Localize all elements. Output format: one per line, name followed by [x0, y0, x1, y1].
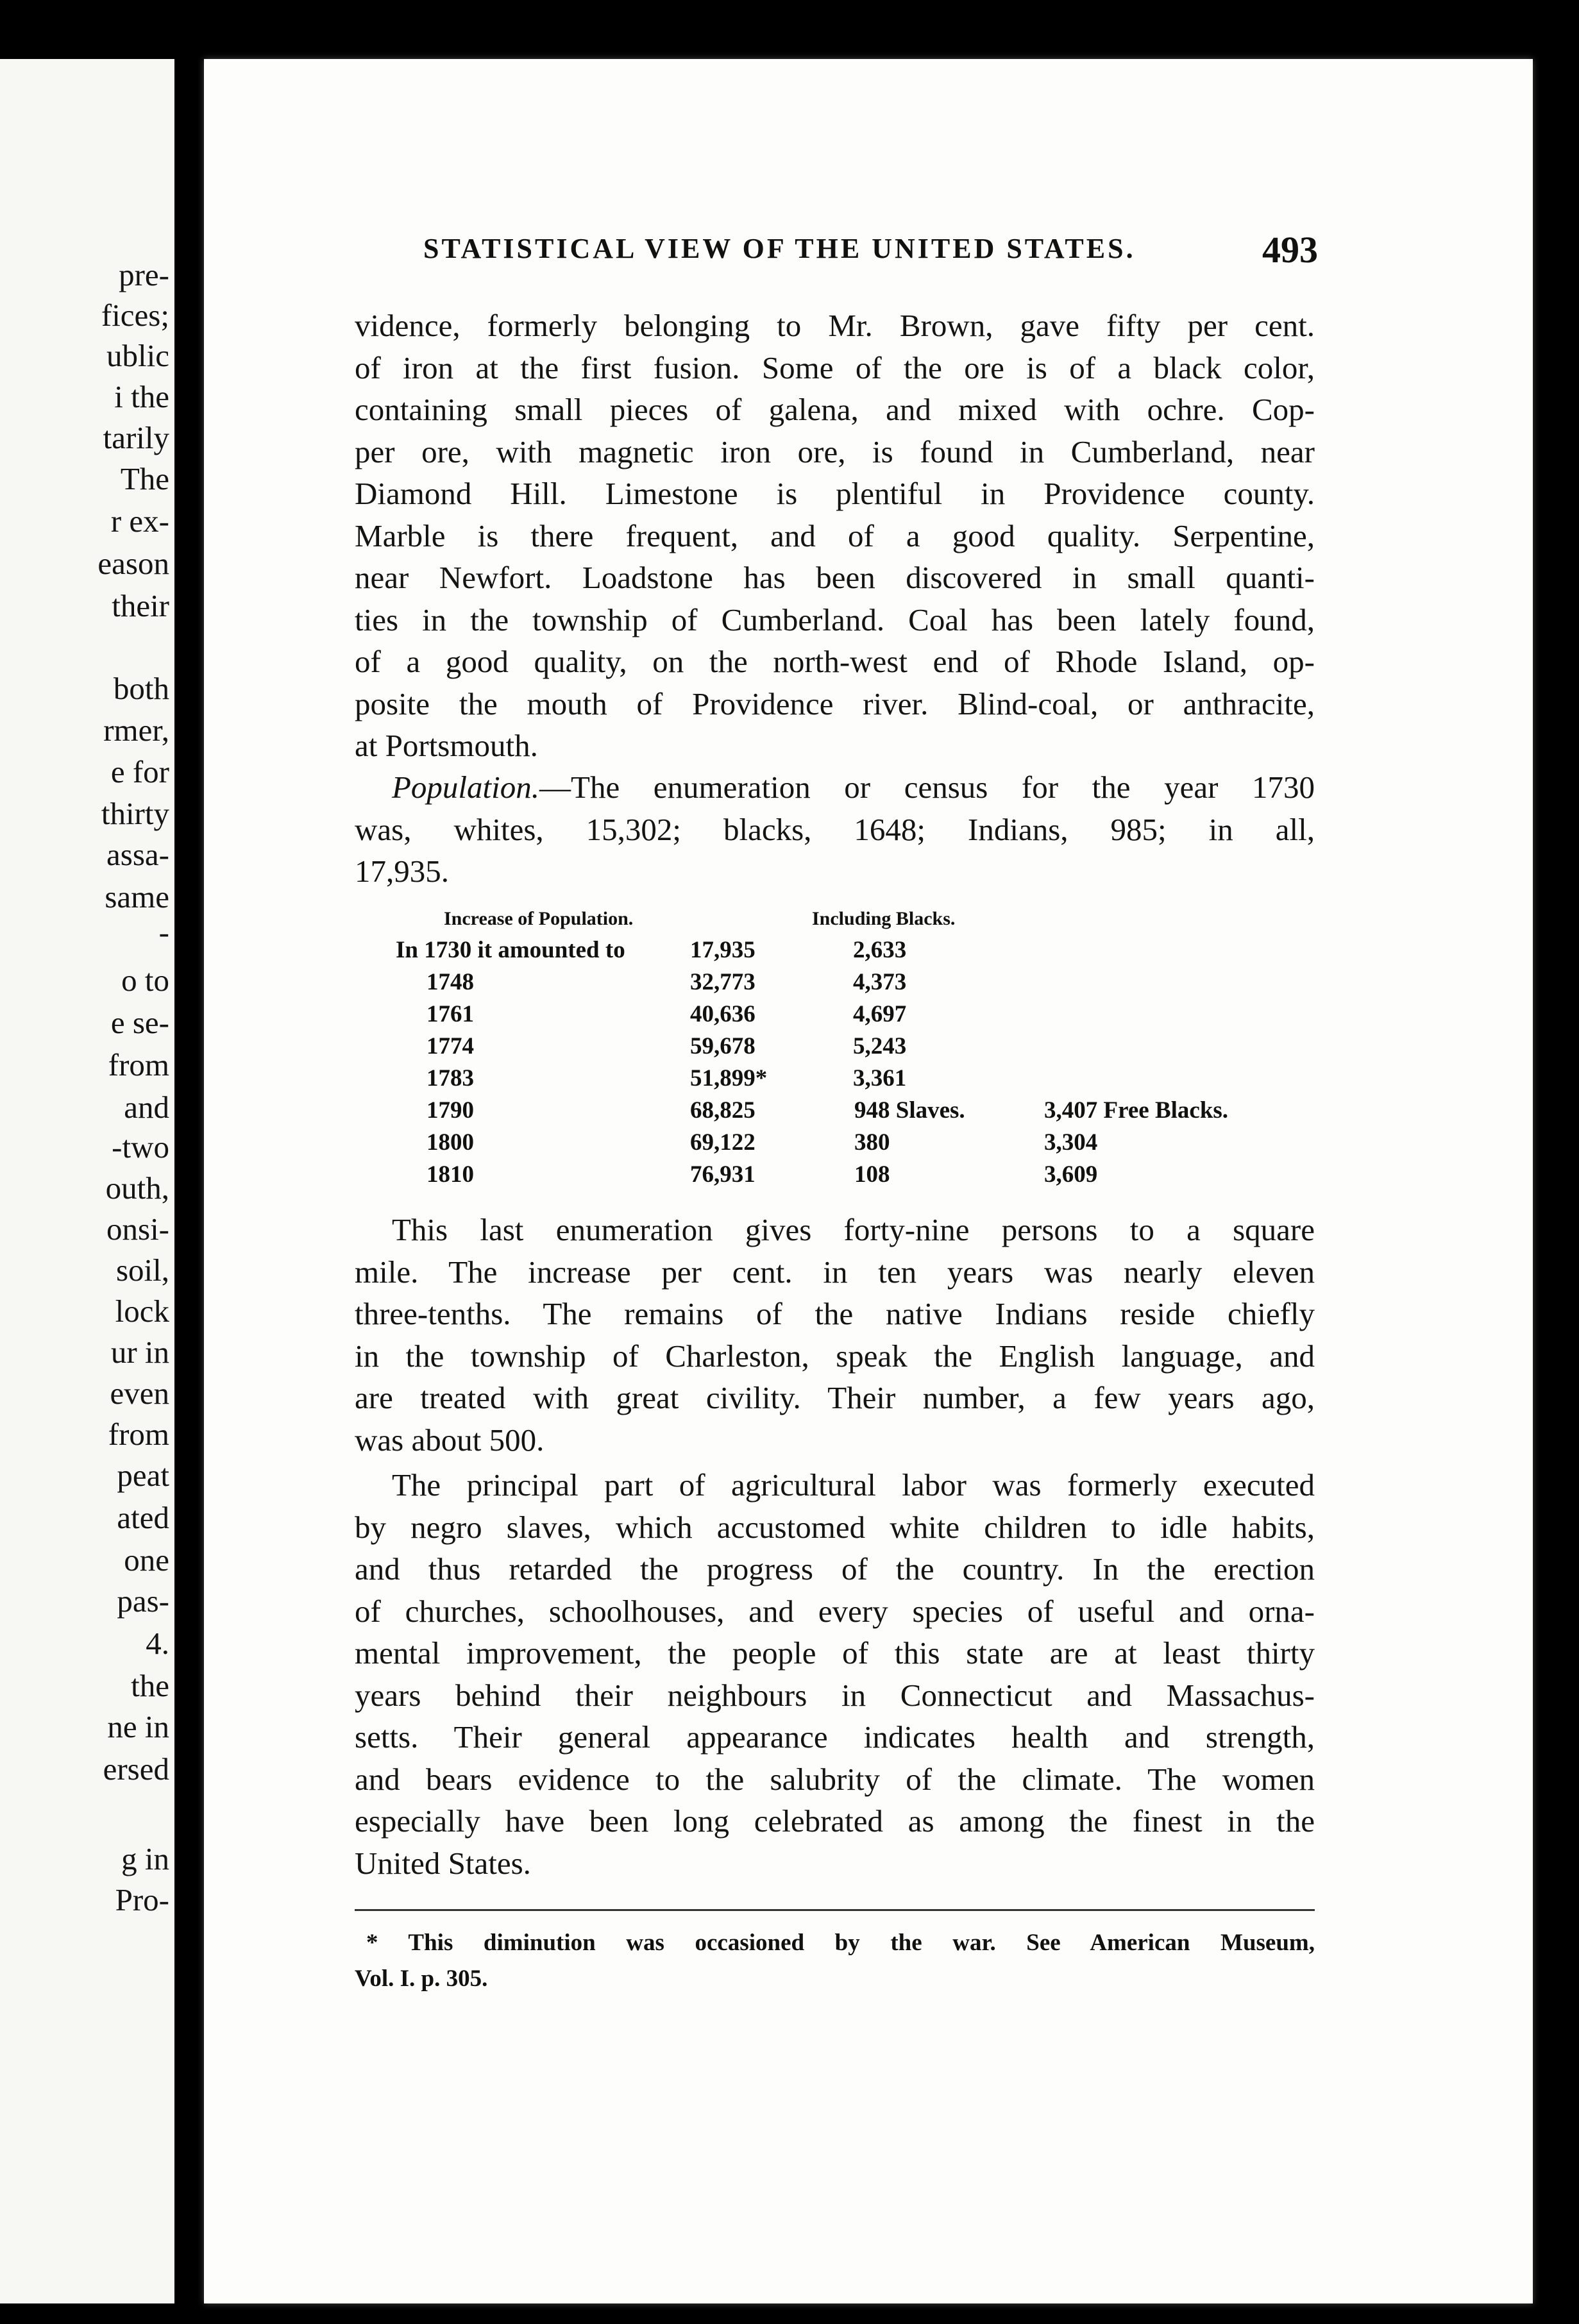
- table-header-increase: Increase of Population.: [444, 908, 634, 929]
- text-line: ties in the township of Cumberland. Coal has been lately found,: [355, 602, 1315, 637]
- left-page-fragment: r ex-: [110, 503, 169, 539]
- table-cell-year: 1748: [426, 969, 474, 995]
- table-cell-year: 1810: [426, 1161, 474, 1188]
- text-line: vidence, formerly belonging to Mr. Brown, gave fifty per cent.: [355, 308, 1315, 343]
- left-page: [0, 59, 174, 2303]
- text-line: was about 500.: [355, 1422, 545, 1458]
- table-cell-total: 68,825: [690, 1097, 756, 1124]
- left-page-fragment: ne in: [107, 1709, 169, 1744]
- left-page-fragment: outh,: [105, 1170, 169, 1206]
- left-page-fragment: 4.: [146, 1626, 169, 1661]
- left-page-fragment: ublic: [106, 338, 169, 373]
- table-cell-year: 1790: [426, 1097, 474, 1124]
- left-page-fragment: pre-: [119, 257, 169, 292]
- left-page-fragment: same: [105, 879, 169, 914]
- left-page-fragment: rmer,: [103, 712, 169, 748]
- left-page-fragment: peat: [117, 1458, 169, 1493]
- table-cell-free: 3,609: [1044, 1161, 1098, 1188]
- table-cell-blacks: 2,633: [853, 937, 907, 963]
- table-cell-slaves: 948 Slaves.: [854, 1097, 965, 1124]
- table-cell-year: 1774: [426, 1033, 474, 1059]
- table-header-blacks: Including Blacks.: [812, 908, 956, 929]
- left-page-fragment: thirty: [101, 796, 169, 831]
- table-cell-blacks: 3,361: [853, 1065, 907, 1091]
- table-cell-year: 1783: [426, 1065, 474, 1091]
- left-page-fragment: tarily: [103, 420, 169, 455]
- text-line: setts. Their general appearance indicates health and strength,: [355, 1719, 1315, 1755]
- footnote-line: Vol. I. p. 305.: [355, 1966, 488, 1992]
- text-line: years behind their neighbours in Connecticut and Massachus-: [355, 1677, 1315, 1713]
- left-page-fragment: g in: [121, 1841, 169, 1876]
- text-line: posite the mouth of Providence river. Blind-coal, or anthracite,: [355, 686, 1315, 721]
- footnote-line: * This diminution was occasioned by the war. See American Museum,: [366, 1930, 1315, 1956]
- text-line: The principal part of agricultural labor was formerly executed: [392, 1467, 1315, 1503]
- text-line: containing small pieces of galena, and mixed with ochre. Cop-: [355, 392, 1315, 427]
- left-page-fragment: e se-: [110, 1005, 169, 1040]
- left-page-fragment: ated: [117, 1500, 169, 1535]
- text-line: of iron at the first fusion. Some of the ore is of a black color,: [355, 349, 1315, 385]
- left-page-fragment: lock: [115, 1293, 169, 1329]
- left-page-fragment: pas-: [117, 1583, 169, 1619]
- left-page-fragment: from: [108, 1417, 169, 1452]
- left-page-fragment: o to: [121, 963, 169, 998]
- paragraph-population: [355, 766, 1315, 893]
- table-cell-year: 1800: [426, 1129, 474, 1156]
- left-page-fragment: i the: [114, 379, 169, 414]
- text-line: United States.: [355, 1845, 531, 1881]
- left-page-fragment: eason: [97, 546, 169, 581]
- table-cell-free: 3,304: [1044, 1129, 1098, 1156]
- table-cell-blacks: 4,373: [853, 969, 907, 995]
- text-line: Diamond Hill. Limestone is plentiful in Providence county.: [355, 476, 1315, 511]
- text-line: Marble is there frequent, and of a good quality. Serpentine,: [355, 518, 1315, 553]
- text-line: at Portsmouth.: [355, 728, 538, 763]
- left-page-fragment: soil,: [115, 1252, 169, 1288]
- table-cell-free: 3,407 Free Blacks.: [1044, 1097, 1229, 1124]
- table-cell-slaves: 108: [854, 1161, 890, 1188]
- left-page-fragment: -: [158, 914, 169, 950]
- page-number: 493: [1262, 229, 1318, 271]
- left-page-fragment: from: [108, 1047, 169, 1082]
- table-cell-total: 51,899*: [690, 1065, 768, 1091]
- left-page-fragment: their: [112, 588, 169, 623]
- left-page-fragment: fices;: [101, 298, 169, 333]
- text-line: three-tenths. The remains of the native Indians reside chiefly: [355, 1296, 1315, 1331]
- population-line: Population.—The enumeration or census for the year 1730: [392, 770, 1315, 805]
- left-page-fragment: one: [124, 1542, 169, 1578]
- text-line: and thus retarded the progress of the country. In the erection: [355, 1551, 1315, 1587]
- left-page-fragment: onsi-: [106, 1211, 169, 1247]
- text-line: are treated with great civility. Their number, a few years ago,: [355, 1380, 1315, 1415]
- footnote-rule: [355, 1909, 1315, 1911]
- text-line: and bears evidence to the salubrity of the climate. The women: [355, 1761, 1315, 1797]
- table-cell-total: 69,122: [690, 1129, 756, 1156]
- left-page-fragment: ur in: [110, 1335, 169, 1370]
- left-page-fragment: ersed: [103, 1751, 169, 1787]
- left-page-fragment: The: [120, 461, 169, 496]
- table-cell-blacks: 4,697: [853, 1001, 907, 1027]
- text-line: in the township of Charleston, speak the English language, and: [355, 1338, 1315, 1374]
- running-title: STATISTICAL VIEW OF THE UNITED STATES.: [423, 233, 1136, 264]
- table-cell-total: 32,773: [690, 969, 756, 995]
- left-page-fragment: both: [113, 671, 169, 706]
- text-line: especially have been long celebrated as among the finest in the: [355, 1803, 1315, 1839]
- table-cell-total: 59,678: [690, 1033, 756, 1059]
- table-cell-year: 1761: [426, 1001, 474, 1027]
- left-page-fragment: Pro-: [115, 1882, 169, 1917]
- left-page-fragment: the: [131, 1668, 169, 1703]
- table-cell-blacks: 5,243: [853, 1033, 907, 1059]
- left-page-fragment: e for: [110, 754, 169, 789]
- left-page-fragment: -two: [112, 1129, 169, 1165]
- left-page-fragment: and: [124, 1090, 169, 1125]
- table-cell-total: 40,636: [690, 1001, 756, 1027]
- population-heading: Population.: [392, 770, 540, 805]
- text-line: per ore, with magnetic iron ore, is found in Cumberland, near: [355, 434, 1315, 469]
- text-line: of churches, schoolhouses, and every species of useful and orna-: [355, 1593, 1315, 1629]
- text-line: of a good quality, on the north-west end of Rhode Island, op-: [355, 644, 1315, 679]
- left-page-fragment: assa-: [106, 837, 169, 872]
- table-cell-total: 76,931: [690, 1161, 756, 1188]
- paragraph-enumeration: [355, 1209, 1315, 1461]
- table-first-row-prefix: In 1730 it amounted to: [396, 937, 625, 963]
- text-line: mile. The increase per cent. in ten years was nearly eleven: [355, 1254, 1315, 1290]
- text-line: by negro slaves, which accustomed white children to idle habits,: [355, 1509, 1315, 1545]
- text-line: mental improvement, the people of this state are at least thirty: [355, 1635, 1315, 1671]
- population-line: 17,935.: [355, 854, 449, 889]
- text-line: This last enumeration gives forty-nine persons to a square: [392, 1212, 1315, 1247]
- paragraph-agriculture: [355, 1464, 1315, 1884]
- footnote: [355, 1925, 1315, 1997]
- table-cell-slaves: 380: [854, 1129, 890, 1156]
- population-line: was, whites, 15,302; blacks, 1648; Indians, 985; in all,: [355, 811, 1315, 847]
- text-line: near Newfort. Loadstone has been discovered in small quanti-: [355, 560, 1315, 595]
- left-page-fragment: even: [110, 1376, 169, 1411]
- paragraph-minerals: [355, 305, 1315, 767]
- table-cell-total: 17,935: [690, 937, 756, 963]
